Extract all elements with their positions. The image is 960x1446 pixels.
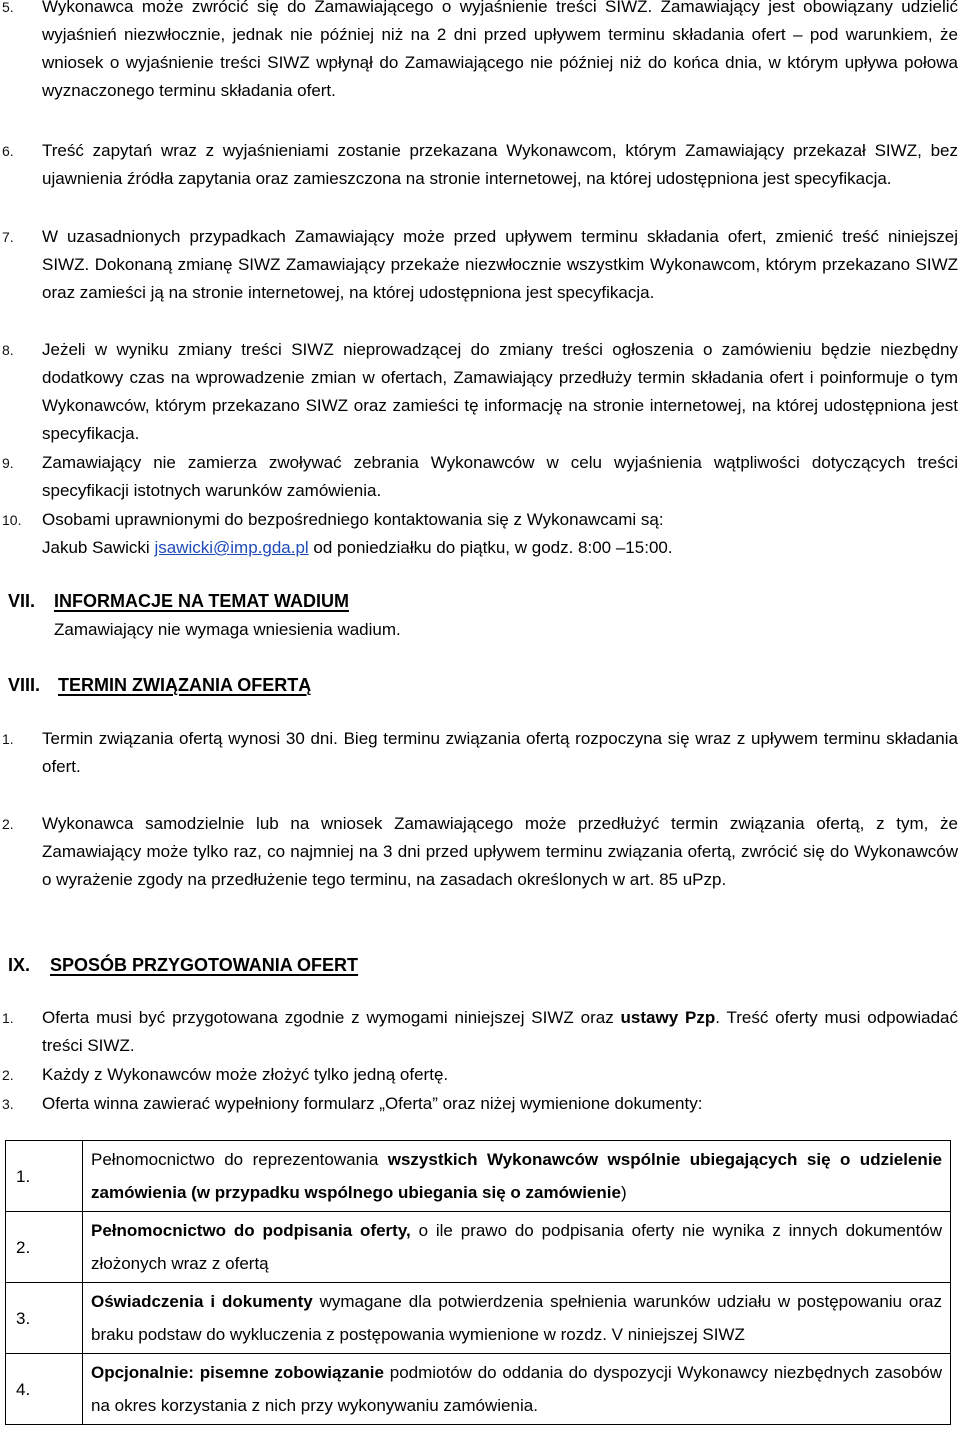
table-cell-number: 2. <box>6 1212 83 1283</box>
section-title: SPOSÓB PRZYGOTOWANIA OFERT <box>50 955 359 975</box>
list-item <box>0 223 960 307</box>
item-text: Oferta winna zawierać wypełniony formularz „Oferta” oraz niżej wymienione dokumenty: <box>42 1094 703 1113</box>
list-item <box>0 725 960 781</box>
section-heading-viii <box>8 672 908 698</box>
item-number: 7. <box>2 229 14 245</box>
table-row <box>6 1141 951 1212</box>
list-item <box>0 1090 960 1118</box>
table-cell-number: 4. <box>6 1354 83 1425</box>
item-number: 3. <box>2 1096 14 1112</box>
table-row <box>6 1354 951 1425</box>
item-number: 10. <box>2 512 22 528</box>
contact-hours: od poniedziałku do piątku, w godz. 8:00 –15:00. <box>308 538 673 557</box>
list-item-contacts <box>0 506 960 562</box>
item-number: 1. <box>2 731 14 747</box>
item-text: Treść zapytań wraz z wyjaśnieniami zostanie przekazana Wykonawcom, którym Zamawiający przekazał SIWZ, bez ujawnienia źródła zapytania oraz zamieszczona na stronie internetowej, na której udostępniona jest specyfikacja. <box>42 141 958 188</box>
contact-intro: Osobami uprawnionymi do bezpośredniego kontaktowania się z Wykonawcami są: <box>42 510 664 529</box>
list-item <box>0 1004 960 1060</box>
contact-name: Jakub Sawicki <box>42 538 155 557</box>
item-number: 2. <box>2 816 14 832</box>
section-heading-ix <box>8 952 908 978</box>
item-number: 5. <box>2 0 14 15</box>
table-row <box>6 1283 951 1354</box>
item-text: Wykonawca samodzielnie lub na wniosek Zamawiającego może przedłużyć termin związania ofertą, z tym, że Zamawiający może tylko raz, co najmniej na 3 dni przed upływem terminu związania ofertą, zwrócić się do Wykonawców o wyrażenie zgody na przedłużenie tego terminu, na zasadach określonych w art. 85 uPzp. <box>42 814 958 889</box>
section-number: VIII. <box>8 675 41 695</box>
list-item <box>0 1061 960 1089</box>
item-text: Każdy z Wykonawców może złożyć tylko jedną ofertę. <box>42 1065 449 1084</box>
item-number: 1. <box>2 1010 14 1026</box>
table-cell-number: 1. <box>6 1141 83 1212</box>
section-heading-vii <box>8 588 908 614</box>
list-item <box>0 449 960 505</box>
table-cell-description: Pełnomocnictwo do podpisania oferty, o ile prawo do podpisania oferty nie wynika z innych dokumentów złożonych wraz z ofertą <box>83 1212 951 1283</box>
list-item <box>0 336 960 448</box>
item-text: W uzasadnionych przypadkach Zamawiający może przed upływem terminu składania ofert, zmienić treść niniejszej SIWZ. Dokonaną zmianę SIWZ Zamawiający przekaże niezwłocznie wszystkim Wykonawcom, którym przekazano SIWZ oraz zamieści ją na stronie internetowej, na której udostępniona jest specyfikacja. <box>42 227 958 302</box>
section-title: INFORMACJE NA TEMAT WADIUM <box>54 591 349 611</box>
table-cell-description: Pełnomocnictwo do reprezentowania wszystkich Wykonawców wspólnie ubiegających się o udzielenie zamówienia (w przypadku wspólnego ubiegania się o zamówienie) <box>83 1141 951 1212</box>
item-text: Termin związania ofertą wynosi 30 dni. Bieg terminu związania ofertą rozpoczyna się wraz z upływem terminu składania ofert. <box>42 729 958 776</box>
item-number: 8. <box>2 342 14 358</box>
item-number: 2. <box>2 1067 14 1083</box>
table-cell-description: Opcjonalnie: pisemne zobowiązanie podmiotów do oddania do dyspozycji Wykonawcy niezbędnych zasobów na okres korzystania z nich przy wykonywaniu zamówienia. <box>83 1354 951 1425</box>
section-number: IX. <box>8 955 31 975</box>
documents-table <box>5 1140 951 1425</box>
item-number: 9. <box>2 455 14 471</box>
list-item <box>0 0 960 105</box>
section-number: VII. <box>8 591 36 611</box>
list-item <box>0 137 960 193</box>
item-text: Oferta musi być przygotowana zgodnie z wymogami niniejszej SIWZ oraz ustawy Pzp. Treść oferty musi odpowiadać treści SIWZ. <box>42 1008 958 1055</box>
item-number: 6. <box>2 143 14 159</box>
item-text: Zamawiający nie zamierza zwoływać zebrania Wykonawców w celu wyjaśnienia wątpliwości dotyczących treści specyfikacji istotnych warunków zamówienia. <box>42 453 958 500</box>
section-text: Zamawiający nie wymaga wniesienia wadium. <box>54 620 401 639</box>
section-title: TERMIN ZWIĄZANIA OFERTĄ <box>58 675 312 695</box>
contact-line <box>42 534 958 562</box>
email-link[interactable]: jsawicki@imp.gda.pl <box>154 538 309 557</box>
table-cell-description: Oświadczenia i dokumenty wymagane dla potwierdzenia spełnienia warunków udziału w postępowaniu oraz braku podstaw do wykluczenia z postępowania wymienione w rozdz. V niniejszej SIWZ <box>83 1283 951 1354</box>
table-row <box>6 1212 951 1283</box>
item-text: Wykonawca może zwrócić się do Zamawiającego o wyjaśnienie treści SIWZ. Zamawiający jest obowiązany udzielić wyjaśnień niezwłocznie, jednak nie później niż na 2 dni przed upływem terminu składania ofert – pod warunkiem, że wniosek o wyjaśnienie treści SIWZ wpłynął do Zamawiającego nie później niż do końca dnia, w którym upływa połowa wyznaczonego terminu składania ofert. <box>42 0 958 100</box>
list-item <box>0 810 960 894</box>
item-text: Jeżeli w wyniku zmiany treści SIWZ nieprowadzącej do zmiany treści ogłoszenia o zamówieniu będzie niezbędny dodatkowy czas na wprowadzenie zmian w ofertach, Zamawiający przedłuży termin składania ofert i poinformuje o tym Wykonawców, którym przekazano SIWZ oraz zamieści tę informację na stronie internetowej, na której udostępniona jest specyfikacja. <box>42 340 958 443</box>
table-cell-number: 3. <box>6 1283 83 1354</box>
